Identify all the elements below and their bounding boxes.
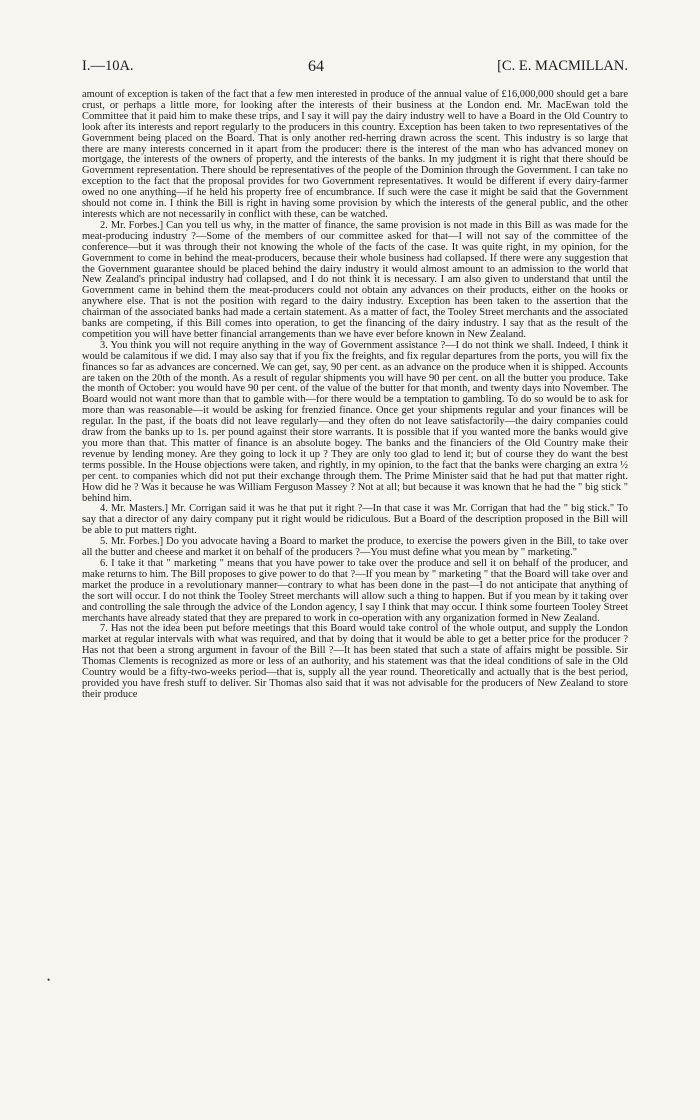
question-5: 5. Mr. Forbes.] Do you advocate having a Board to market the produce, to exercise the powers given in the Bill, to take over all the butter and cheese and market it on behalf of the producers ?—You must define what you mean by " marketing." <box>82 536 628 559</box>
paper-reference: I.—10A. <box>82 58 134 74</box>
question-2: 2. Mr. Forbes.] Can you tell us why, in the matter of finance, the same provision is not made in this Bill as was made for the meat-producing industry ?—Some of the members of our committee asked for that—I will not say of the committee of the conference—but it was through their not knowing the whole of the facts of the case. It was quite right, in my opinion, for the Government to come in behind the meat-producers, because their whole business had collapsed. If there were any suggestion that the Government guarantee should be placed behind the dairy industry it would almost amount to an admission to the world that New Zealand's principal industry had collapsed, and I do not think it is necessary. I am also given to understand that until the Government came in behind them the meat-producers could not obtain any advances on their products, either on the hooks or anywhere else. That is not the position with regard to the dairy industry. Exception has been taken to the assertion that the chairman of the associated banks had made a certain statement. As a matter of fact, the Tooley Street merchants and the associated banks are competing, if this Bill comes into operation, to get the financing of the dairy industry. I say that as the result of the competition you will have better financial arrangements than we have ever before known in New Zealand. <box>82 219 628 340</box>
question-4: 4. Mr. Masters.] Mr. Corrigan said it was he that put it right ?—In that case it was Mr. Corrigan that had the " big stick." To say that a director of any dairy company put it right would be ridiculous. But a Board of the description proposed in the Bill will be able to put matters right. <box>82 503 628 537</box>
margin-dot-mark: • <box>47 975 51 985</box>
question-7: 7. Has not the idea been put before meetings that this Board would take control of the whole output, and supply the London market at regular intervals with what was required, and that by doing that it would be able to get a better price for the producer ? Has not that been a strong argument in favour of the Bill ?—It has been stated that such a state of affairs might be possible. Sir Thomas Clements is recognized as more or less of an authority, and his statement was that the ideal conditions of sale in the Old Country would be a fifty-two-weeks period—that is, supply all the year round. Theoretically and actually that is the best period, provided you have fresh stuff to deliver. Sir Thomas also said that it was not advisable for the producers of New Zealand to store their produce <box>82 623 628 700</box>
witness-name: [C. E. MACMILLAN. <box>497 58 628 74</box>
question-6: 6. I take it that " marketing " means that you have power to take over the produce and sell it on behalf of the producer, and make returns to him. The Bill proposes to give power to do that ?—If you mean by " marketing " that the Board will take over and market the produce in a revolutionary manner—contrary to what has been done in the past—I do not anticipate that anything of the sort will occur. I do not think the Tooley Street merchants will allow such a thing to happen. But if you mean by it taking over and controlling the sale through the advice of the London agency, I say I think that may occur. I think some fourteen Tooley Street merchants have already stated that they are prepared to work in co-operation with any organization formed in New Zealand. <box>82 557 628 624</box>
question-3: 3. You think you will not require anything in the way of Government assistance ?—I do not think we shall. Indeed, I think it would be calamitous if we did. I may also say that if you fix the freights, and fix regular departures from the ports, you will fix the finances so far as advances are concerned. We can get, say, 90 per cent. as an advance on the produce when it is shipped. Accounts are taken on the 20th of the month. As a result of regular shipments you will have 90 per cent. on all the butter you produce. Take the month of October: you would have 90 per cent. of the value of the butter for that month, and twenty days into November. The Board would not want more than that to gamble with—for there would be a temptation to gambling. To do so would be to ask for more than was reasonable—it would be asking for frenzied finance. Once get your shipments regular and your finances will be regular. In the past, if the boats did not leave regularly—and they often do not leave satisfactorily—the dairy companies could draw from the banks up to 1s. per pound against their store warrants. It is possible that if you wanted more the banks would give you more than that. This matter of finance is an absolute bogey. The banks and the financiers of the Old Country make their revenue by lending money. Are they going to lock it up ? They are only too glad to lend it; but of course they do want the best terms possible. In the House objections were taken, and rightly, in my opinion, to the fact that the banks were charging an extra ½ per cent. to companies which did not put their exchange through them. The Prime Minister said that he had put that matter right. How did he ? Was it because he was William Ferguson Massey ? Not at all; but because it was known that he had the " big stick " behind him. <box>82 339 628 504</box>
paragraph-continuation: amount of exception is taken of the fact that a few men interested in produce of the annual value of £16,000,000 should get a bare crust, or perhaps a little more, for looking after the interests of their business at the London end. Mr. MacEwan told the Committee that it paid him to make these trips, and I say it will pay the dairy industry well to have a Board in the Old Country to look after its interests and report regularly to the producers in this country. Exception has been taken to two representatives of the Government being placed on the Board. That is only another red-herring drawn across the scent. This industry is so large that there are many interests concerned in it apart from the producer: there is the interest of the man who has advanced money on mortgage, the interests of the owners of property, and the interests of the banks. In my judgment it is right that there should be Government representation. There should be representatives of the people of the Dominion through the Government. I can take no exception to the fact that the proposal provides for two Government representatives. It would be different if every dairy-farmer owed no one anything—if he held his property free of encumbrance. If such were the case it might be said that the Government should not come in. I think the Bill is right in having some provision by which the interests of the general public, and the other interests which are not necessarily in conflict with these, can be watched. <box>82 89 628 220</box>
document-body <box>82 90 628 701</box>
page-header <box>82 58 628 78</box>
page-number: 64 <box>308 58 324 75</box>
